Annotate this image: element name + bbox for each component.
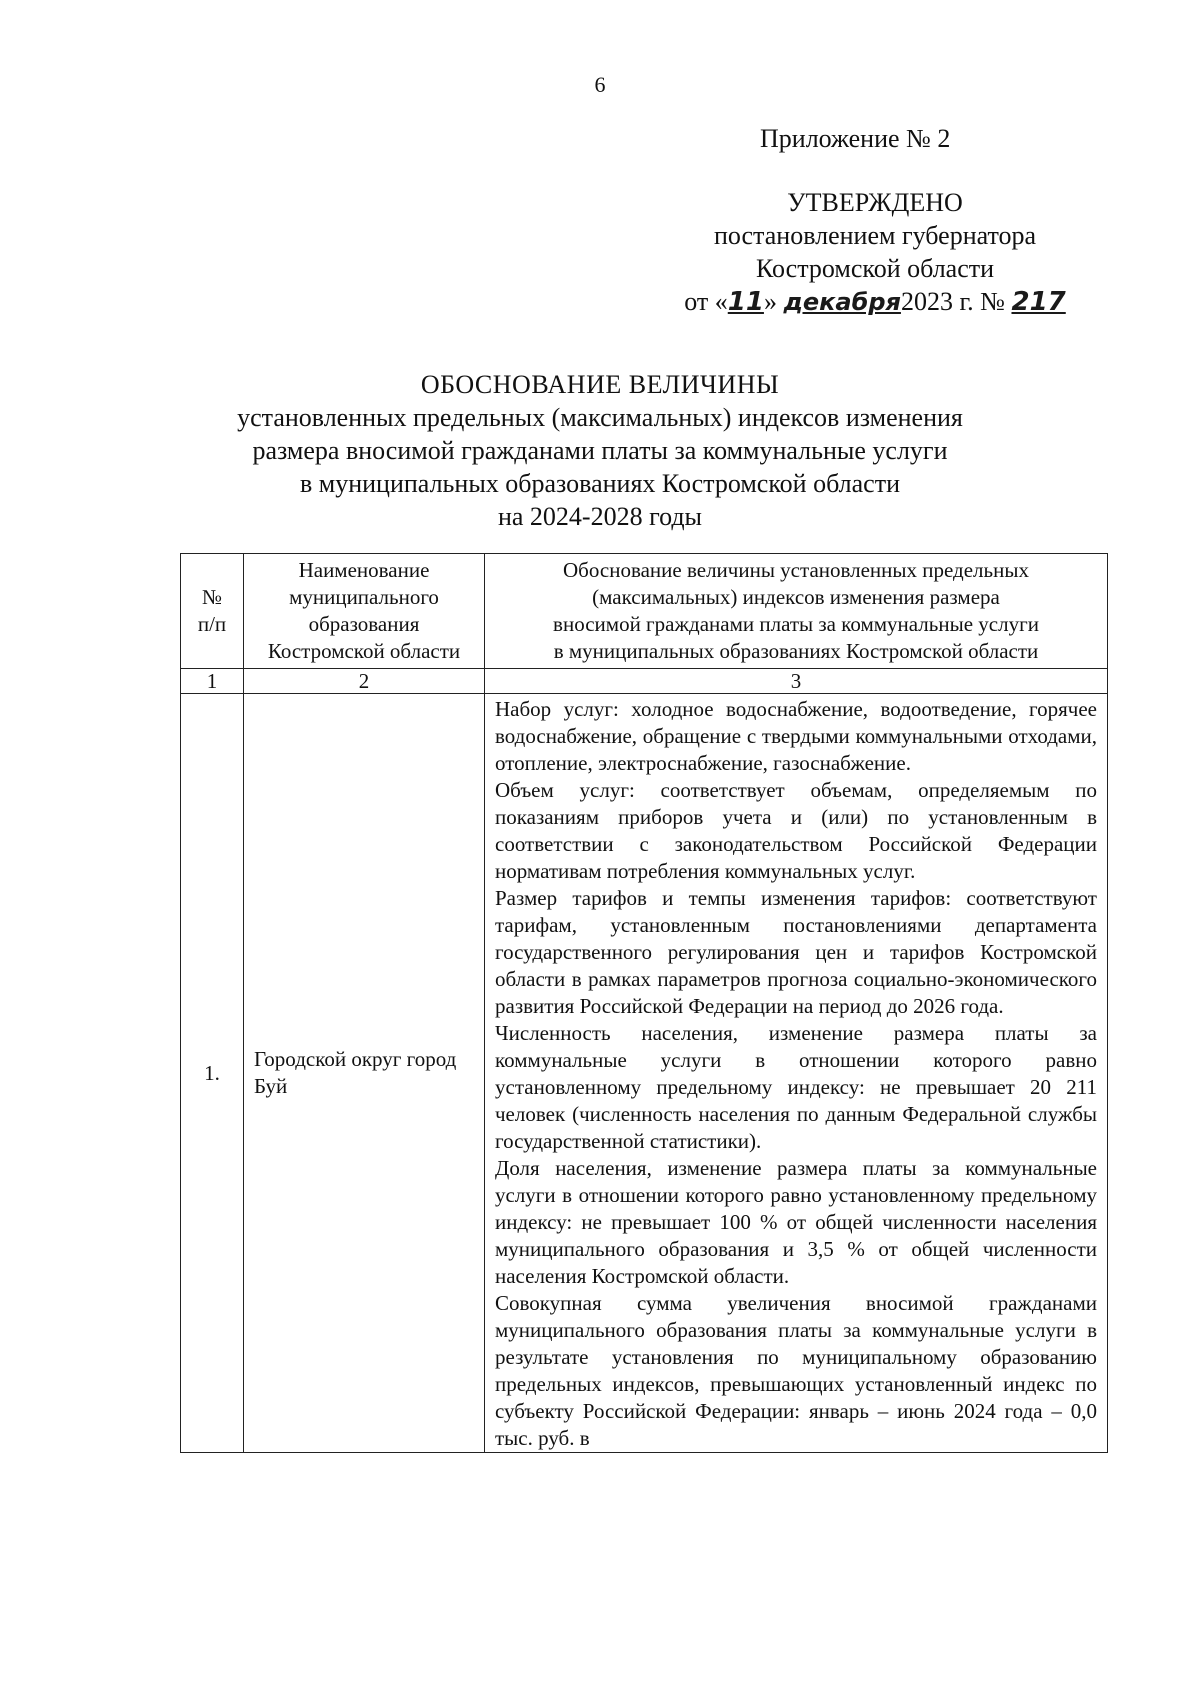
header-justification-line: вносимой гражданами платы за коммунальные услуги [553, 612, 1039, 636]
header-municipality [244, 554, 485, 669]
title-main: ОБОСНОВАНИЕ ВЕЛИЧИНЫ [420, 370, 780, 399]
justification-paragraph: Набор услуг: холодное водоснабжение, водоотведение, горячее водоснабжение, обращение с твердыми коммунальными отходами, отопление, электроснабжение, газоснабжение. [495, 697, 1097, 775]
document-title [160, 368, 1040, 533]
column-number: 2 [244, 669, 485, 694]
justification-paragraph: Размер тарифов и темпы изменения тарифов: соответствуют тарифам, установленным постановлениями департамента государственного регулирования цен и тарифов Костромской области в рамках параметров прогноза социально-экономического развития Российской Федерации на период до 2026 года. [495, 886, 1097, 1018]
header-number-line: № [201, 585, 223, 609]
header-justification-line: (максимальных) индексов изменения размера [592, 585, 1000, 609]
justification-paragraph: Доля населения, изменение размера платы за коммунальные услуги в отношении которого равно установленному предельному индексу: не превышает 100 % от общей численности населения муниципального образования и 3,5 % от общей численности населения Костромской области. [495, 1156, 1097, 1288]
justification-paragraph: Совокупная сумма увеличения вносимой гражданами муниципального образования платы за коммунальные услуги в результате установления по муниципальному образованию предельных индексов, превышающих установленный индекс по субъекту Российской Федерации: январь – июнь 2024 года – 0,0 тыс. руб. в [495, 1291, 1097, 1450]
row-number: 1. [181, 694, 244, 1453]
column-number: 1 [181, 669, 244, 694]
header-number-line: п/п [197, 612, 227, 636]
column-number: 3 [485, 669, 1108, 694]
date-year: 2023 г. № [900, 287, 1005, 316]
title-line-4: на 2024-2028 годы [497, 502, 703, 531]
header-justification-line: Обоснование величины установленных предельных [563, 558, 1029, 582]
decree-line-1: постановлением губернатора [713, 221, 1037, 250]
justification-text [485, 694, 1108, 1453]
handwritten-day: 11 [727, 287, 764, 317]
justification-paragraph: Численность населения, изменение размера платы за коммунальные услуги в отношении которого равно установленному предельному индексу: не превышает 20 211 человек (численность населения по данным Федеральной службы государственной статистики). [495, 1021, 1097, 1153]
header-justification [485, 554, 1108, 669]
appendix-label: Приложение № 2 [760, 124, 951, 153]
header-municipality-line: муниципального [289, 585, 439, 609]
title-line-3: в муниципальных образованиях Костромской области [300, 469, 900, 498]
header-municipality-line: Наименование [298, 558, 430, 582]
table-row [181, 694, 1108, 1453]
header-municipality-line: образования [308, 612, 420, 636]
header-number [181, 554, 244, 669]
title-line-1: установленных предельных (максимальных) индексов изменения [237, 403, 963, 432]
page-number: 6 [594, 72, 606, 97]
header-justification-line: в муниципальных образованиях Костромской области [553, 639, 1039, 663]
decree-line-2: Костромской области [755, 254, 995, 283]
header-municipality-line: Костромской области [267, 639, 461, 663]
approved-label: УТВЕРЖДЕНО [787, 188, 963, 217]
handwritten-month: декабря [783, 288, 901, 316]
handwritten-decree-number: 217 [1011, 287, 1066, 317]
table-column-numbers-row [181, 669, 1108, 694]
justification-table [180, 553, 1108, 1453]
date-mid: » [763, 287, 777, 316]
title-line-2: размера вносимой гражданами платы за коммунальные услуги [252, 436, 948, 465]
table-header-row [181, 554, 1108, 669]
decree-date-line [660, 285, 1090, 319]
municipality-name: Городской округ город Буй [244, 694, 485, 1453]
approval-block [660, 186, 1090, 319]
date-prefix: от « [684, 287, 728, 316]
justification-paragraph: Объем услуг: соответствует объемам, определяемым по показаниям приборов учета и (или) по установленным в соответствии с законодательством Российской Федерации нормативам потребления коммунальных услуг. [495, 778, 1097, 883]
